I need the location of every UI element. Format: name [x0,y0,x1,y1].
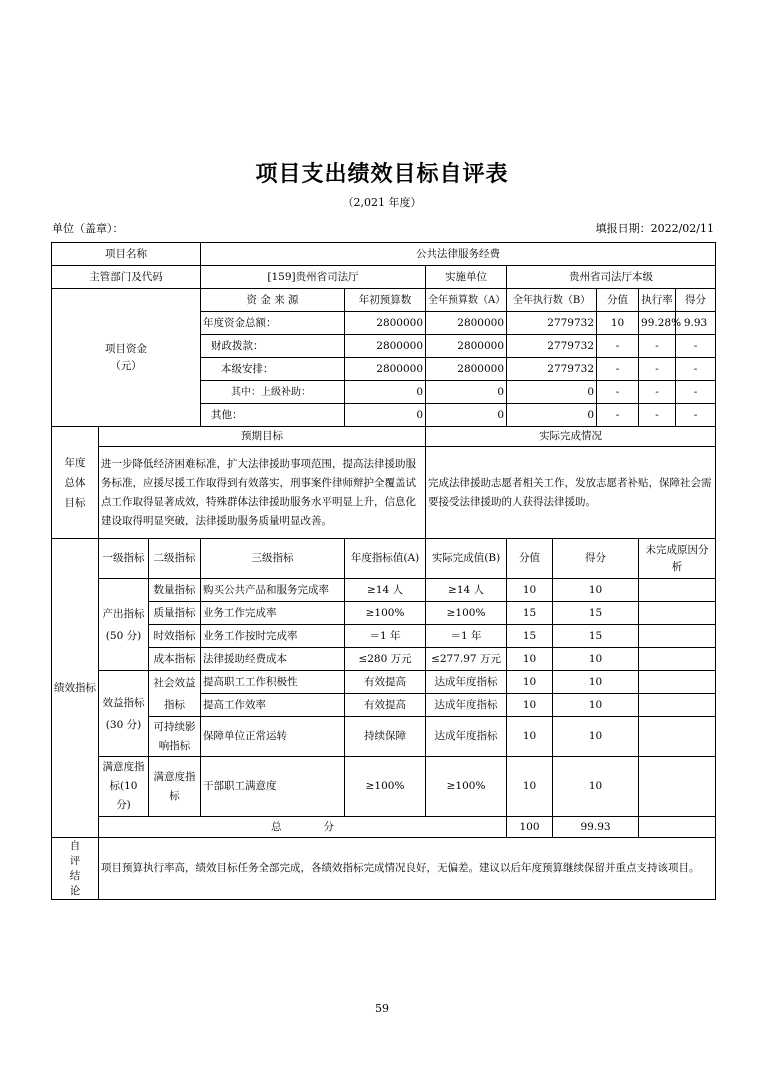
funds-cell: 2800000 [426,358,507,381]
page-number: 59 [375,1002,389,1015]
l1-satisfaction: 满意度指标(10 分) [99,757,149,817]
unit-label: 单位（盖章）： [52,222,124,235]
funds-cell: 9.93 [676,312,716,335]
funds-header: 得分 [676,289,716,312]
target-cell: 有效提高 [345,671,426,694]
score-cell: 15 [507,625,553,648]
perf-header: 三级指标 [201,539,345,579]
funds-header: 资 金 来 源 [201,289,345,312]
reason-cell [639,694,716,717]
got-cell: 15 [553,625,639,648]
reason-cell [639,717,716,757]
actual-goal-header: 实际完成情况 [426,427,716,447]
total-empty [639,817,716,838]
project-name-label: 项目名称 [52,243,201,266]
funds-cell: 2800000 [345,335,426,358]
goal-label [52,427,99,539]
expected-goal-text: 进一步降低经济困难标准，扩大法律援助事项范围，提高法律援助服务标准，应援尽援工作取得到有效落实，刑事案件律师辩护全覆盖试点工作取得显著成效，特殊群体法律援助服务水平明显上升，信息化建设取得明显突破，法律援助服务质量明显改善。 [99,447,426,539]
l3-cell: 业务工作按时完成率 [201,625,345,648]
funds-label-line2: （元） [110,359,142,372]
page-title: 项目支出绩效目标自评表 [255,162,509,187]
funds-source: 财政拨款： [201,335,345,358]
actual-cell: ≤277.97 万元 [426,648,507,671]
target-cell: ≥100% [345,757,426,817]
reason-cell [639,671,716,694]
funds-cell: 2800000 [426,335,507,358]
target-cell: 有效提高 [345,694,426,717]
funds-header: 全年执行数（B） [507,289,597,312]
score-cell: 10 [507,717,553,757]
funds-cell: 0 [345,381,426,404]
target-cell: ≥14 人 [345,579,426,602]
expected-goal-header: 预期目标 [99,427,426,447]
funds-cell: - [597,335,639,358]
l2-cell: 质量指标 [149,602,201,625]
funds-cell: - [676,404,716,427]
impl-value: 贵州省司法厅本级 [507,266,716,289]
funds-header: 全年预算数（A） [426,289,507,312]
dept-label: 主管部门及代码 [52,266,201,289]
reason-cell [639,757,716,817]
funds-cell: - [597,381,639,404]
got-cell: 10 [553,694,639,717]
funds-header: 分值 [597,289,639,312]
funds-cell: 99.28% [639,312,676,335]
reason-cell [639,625,716,648]
score-cell: 10 [507,579,553,602]
funds-header: 年初预算数 [345,289,426,312]
funds-cell: 2779732 [507,312,597,335]
l1-output: 产出指标(50 分) [99,579,149,671]
funds-source: 本级安排： [201,358,345,381]
goal-label-line3: 目标 [64,496,86,509]
funds-cell: 0 [426,404,507,427]
target-cell: ≥100% [345,602,426,625]
perf-header: 二级指标 [149,539,201,579]
funds-cell: - [676,358,716,381]
got-cell: 10 [553,648,639,671]
l2-cell: 数量指标 [149,579,201,602]
score-cell: 10 [507,757,553,817]
goal-label-line1: 年度 [64,456,86,469]
conclusion-text: 项目预算执行率高，绩效目标任务全部完成，各绩效指标完成情况良好，无偏差。建议以后年度预算继续保留并重点支持该项目。 [99,838,716,900]
funds-cell: - [639,335,676,358]
reason-cell [639,579,716,602]
funds-label-line1: 项目资金 [105,342,148,355]
perf-header: 一级指标 [99,539,149,579]
perf-header: 得分 [553,539,639,579]
score-cell: 10 [507,694,553,717]
goal-label-line2: 总体 [64,476,86,489]
funds-cell: 0 [507,404,597,427]
reason-cell [639,648,716,671]
l3-cell: 购买公共产品和服务完成率 [201,579,345,602]
funds-cell: - [676,381,716,404]
target-cell: 持续保障 [345,717,426,757]
impl-label: 实施单位 [426,266,507,289]
funds-cell: 2779732 [507,358,597,381]
l2-cell: 时效指标 [149,625,201,648]
perf-header: 未完成原因分析 [639,539,716,579]
l2-cell: 社会效益指标 [149,671,201,717]
funds-cell: 10 [597,312,639,335]
total-score: 100 [507,817,553,838]
funds-cell: - [639,358,676,381]
funds-cell: 2800000 [426,312,507,335]
funds-cell: - [639,381,676,404]
project-name: 公共法律服务经费 [201,243,716,266]
total-label: 总 分 [99,817,507,838]
perf-header: 实际完成值(B) [426,539,507,579]
funds-cell: 0 [345,404,426,427]
got-cell: 10 [553,717,639,757]
report-year: （2,021 年度） [342,196,422,209]
actual-cell: ＝1 年 [426,625,507,648]
actual-cell: ≥100% [426,602,507,625]
funds-source: 年度资金总额： [201,312,345,335]
l2-cell: 满意度指标 [149,757,201,817]
funds-cell: 2800000 [345,358,426,381]
actual-cell: 达成年度指标 [426,694,507,717]
total-got: 99.93 [553,817,639,838]
actual-cell: 达成年度指标 [426,671,507,694]
dept-value: [159]贵州省司法厅 [201,266,426,289]
funds-label [52,289,201,427]
target-cell: ≤280 万元 [345,648,426,671]
funds-cell: - [639,404,676,427]
l3-cell: 提高工作效率 [201,694,345,717]
funds-cell: - [676,335,716,358]
funds-cell: 2800000 [345,312,426,335]
actual-cell: ≥14 人 [426,579,507,602]
fill-date: 填报日期：2022/02/11 [595,222,714,235]
funds-cell: 0 [426,381,507,404]
l3-cell: 干部职工满意度 [201,757,345,817]
l1-benefit: 效益指标(30 分) [99,671,149,757]
funds-cell: 2779732 [507,335,597,358]
funds-cell: 0 [507,381,597,404]
got-cell: 15 [553,602,639,625]
l3-cell: 业务工作完成率 [201,602,345,625]
actual-cell: 达成年度指标 [426,717,507,757]
perf-header: 分值 [507,539,553,579]
funds-cell: - [597,404,639,427]
funds-source: 其中：上级补助： [201,381,345,404]
actual-cell: ≥100% [426,757,507,817]
funds-header: 执行率 [639,289,676,312]
perf-label: 绩效指标 [52,539,99,838]
funds-source: 其他： [201,404,345,427]
perf-header: 年度指标值(A) [345,539,426,579]
reason-cell [639,602,716,625]
got-cell: 10 [553,757,639,817]
l3-cell: 法律援助经费成本 [201,648,345,671]
conclusion-label: 自 评 结 论 [52,838,99,900]
actual-goal-text: 完成法律援助志愿者相关工作，发放志愿者补贴，保障社会需要接受法律援助的人获得法律援助。 [426,447,716,539]
funds-cell: - [597,358,639,381]
score-cell: 10 [507,648,553,671]
got-cell: 10 [553,579,639,602]
score-cell: 15 [507,602,553,625]
target-cell: ＝1 年 [345,625,426,648]
l2-cell: 成本指标 [149,648,201,671]
l2-cell: 可持续影响指标 [149,717,201,757]
l3-cell: 提高职工工作积极性 [201,671,345,694]
got-cell: 10 [553,671,639,694]
evaluation-table [51,242,716,900]
l3-cell: 保障单位正常运转 [201,717,345,757]
score-cell: 10 [507,671,553,694]
